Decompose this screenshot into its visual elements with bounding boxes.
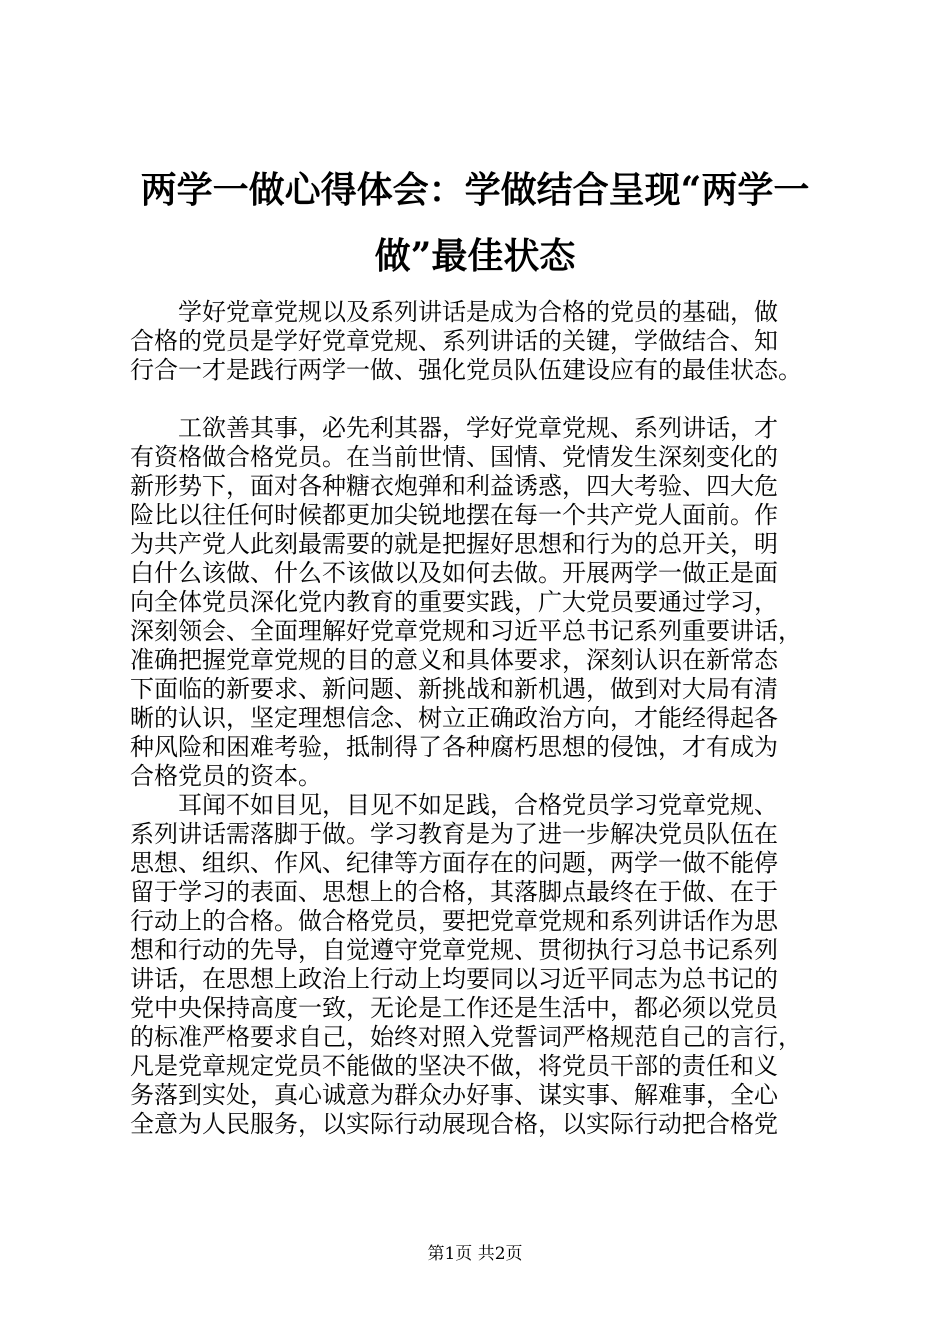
paragraph-line: 向全体党员深化党内教育的重要实践，广大党员要通过学习， xyxy=(130,588,778,616)
paragraph-line: 白什么该做、什么不该做以及如何去做。开展两学一做正是面 xyxy=(130,559,778,587)
paragraph-line: 深刻领会、全面理解好党章党规和习近平总书记系列重要讲话， xyxy=(130,617,802,645)
paragraph-line: 险比以往任何时候都更加尖锐地摆在每一个共产党人面前。作 xyxy=(130,501,778,529)
paragraph-line: 合格党员的资本。 xyxy=(130,762,322,790)
document-body xyxy=(130,298,835,1139)
paragraph-line: 党中央保持高度一致，无论是工作还是生活中，都必须以党员 xyxy=(130,994,778,1022)
paragraph xyxy=(130,791,835,1139)
paragraph-line: 凡是党章规定党员不能做的坚决不做，将党员干部的责任和义 xyxy=(130,1052,778,1080)
paragraph-line: 讲话，在思想上政治上行动上均要同以习近平同志为总书记的 xyxy=(130,965,778,993)
paragraph-spacer xyxy=(130,385,835,414)
paragraph-line: 合格的党员是学好党章党规、系列讲话的关键，学做结合、知 xyxy=(130,327,778,355)
paragraph-line: 准确把握党章党规的目的意义和具体要求，深刻认识在新常态 xyxy=(130,646,778,674)
paragraph-line: 行动上的合格。做合格党员，要把党章党规和系列讲话作为思 xyxy=(130,907,778,935)
paragraph-line: 行合一才是践行两学一做、强化党员队伍建设应有的最佳状态。 xyxy=(130,356,802,384)
title-line: 做”最佳状态 xyxy=(374,235,576,277)
paragraph-line: 想和行动的先导，自觉遵守党章党规、贯彻执行习总书记系列 xyxy=(130,936,778,964)
paragraph-line: 全意为人民服务，以实际行动展现合格，以实际行动把合格党 xyxy=(130,1110,778,1138)
paragraph-line: 的标准严格要求自己，始终对照入党誓词严格规范自己的言行， xyxy=(130,1023,802,1051)
paragraph-line: 务落到实处，真心诚意为群众办好事、谋实事、解难事，全心 xyxy=(130,1081,778,1109)
paragraph-line: 有资格做合格党员。在当前世情、国情、党情发生深刻变化的 xyxy=(130,443,778,471)
paragraph-line: 学好党章党规以及系列讲话是成为合格的党员的基础，做 xyxy=(178,298,778,326)
paragraph-line: 思想、组织、作风、纪律等方面存在的问题，两学一做不能停 xyxy=(130,849,778,877)
paragraph xyxy=(130,298,835,385)
paragraph-line: 晰的认识，坚定理想信念、树立正确政治方向，才能经得起各 xyxy=(130,704,778,732)
paragraph-line: 新形势下，面对各种糖衣炮弹和利益诱惑，四大考验、四大危 xyxy=(130,472,778,500)
paragraph-line: 工欲善其事，必先利其器，学好党章党规、系列讲话，才 xyxy=(178,414,778,442)
paragraph-line: 下面临的新要求、新问题、新挑战和新机遇，做到对大局有清 xyxy=(130,675,778,703)
paragraph-line: 留于学习的表面、思想上的合格，其落脚点最终在于做、在于 xyxy=(130,878,778,906)
paragraph-line: 为共产党人此刻最需要的就是把握好思想和行为的总开关，明 xyxy=(130,530,778,558)
paragraph xyxy=(130,414,835,791)
document-title xyxy=(120,157,830,289)
paragraph-line: 系列讲话需落脚于做。学习教育是为了进一步解决党员队伍在 xyxy=(130,820,778,848)
page-footer: 第1页 共2页 xyxy=(427,1244,523,1264)
paragraph-line: 耳闻不如目见，目见不如足践，合格党员学习党章党规、 xyxy=(178,791,778,819)
paragraph-line: 种风险和困难考验，抵制得了各种腐朽思想的侵蚀，才有成为 xyxy=(130,733,778,761)
title-line: 两学一做心得体会：学做结合呈现“两学一 xyxy=(140,169,810,211)
